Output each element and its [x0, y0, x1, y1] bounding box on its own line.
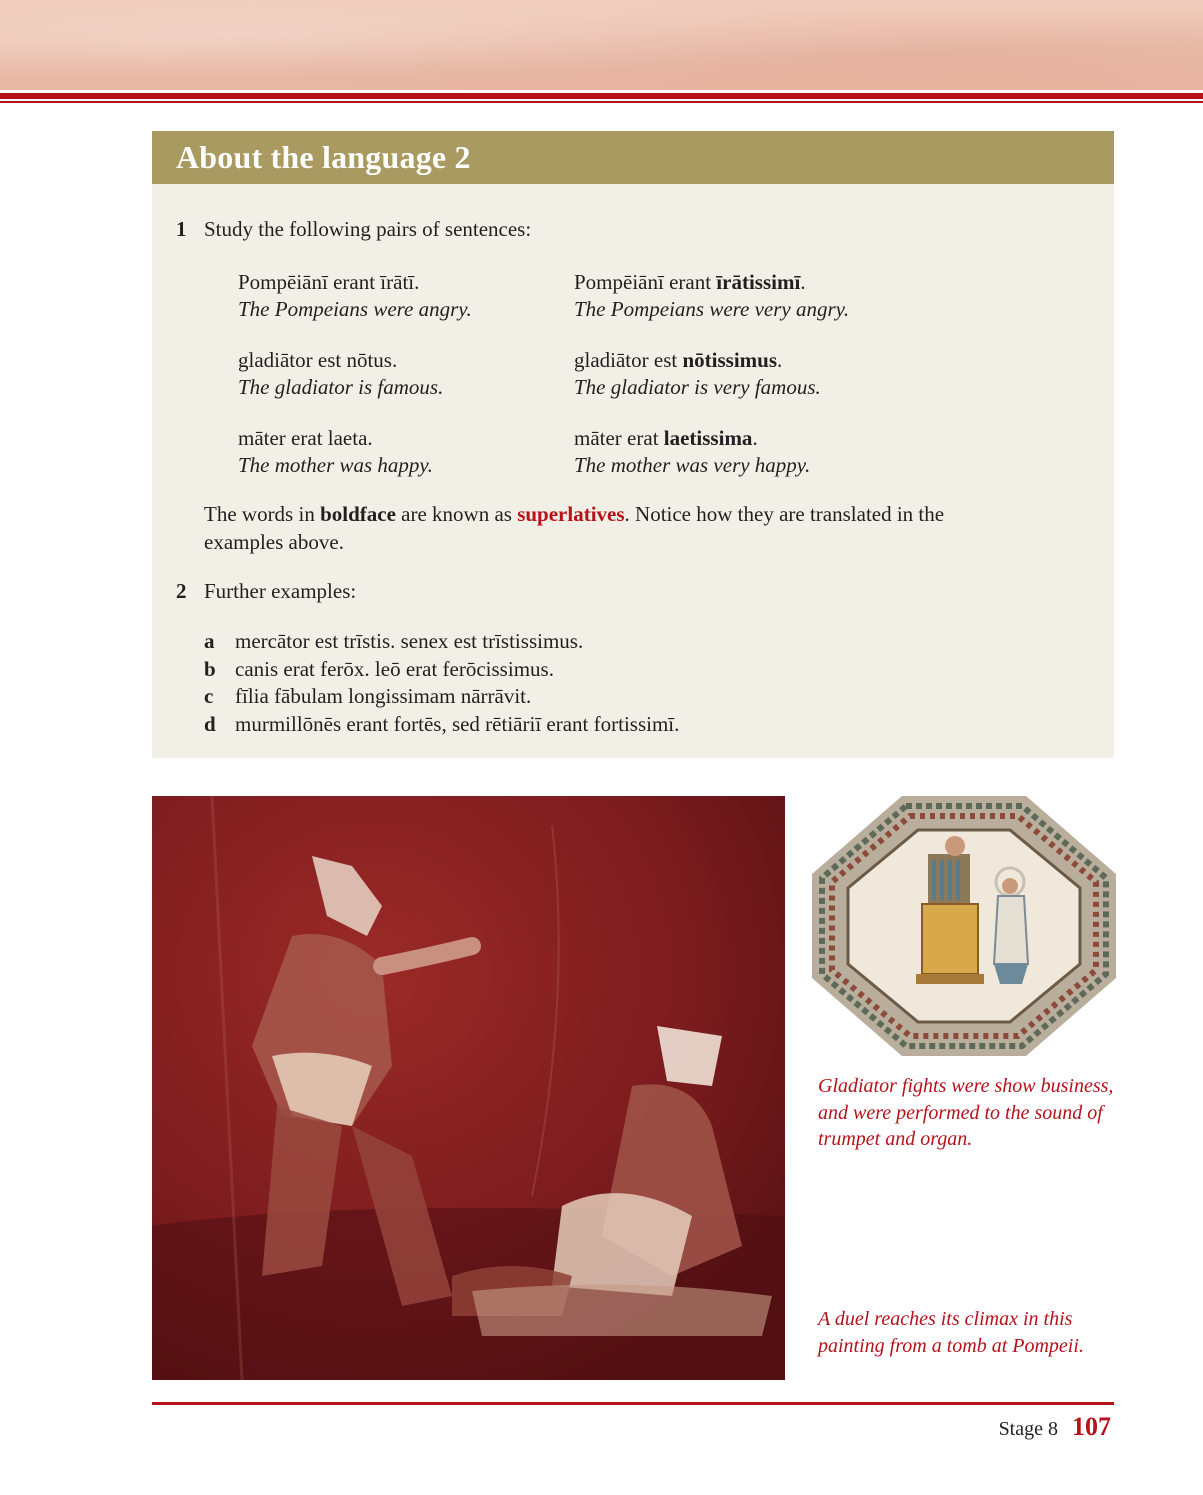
page-number: 107	[1072, 1412, 1111, 1441]
english-translation: The Pompeians were angry.	[238, 297, 472, 321]
latin-sentence: Pompēiānī erant īrātissimī.	[574, 270, 806, 294]
latin-sentence: gladiātor est nōtissimus.	[574, 348, 783, 372]
footer-rule	[152, 1402, 1114, 1405]
stage-label: Stage 8	[998, 1418, 1058, 1440]
latin-sentence: gladiātor est nōtus.	[238, 348, 398, 372]
positive-sentence	[238, 425, 574, 479]
list-item: b canis erat ferōx. leō erat ferōcissimus.	[204, 656, 554, 681]
english-translation: The gladiator is famous.	[238, 375, 444, 399]
sentence-pair	[238, 269, 910, 323]
english-translation: The mother was happy.	[238, 453, 433, 477]
gladiator-fresco-image	[152, 796, 785, 1380]
question-number: 2	[176, 579, 187, 603]
fresco-caption: A duel reaches its climax in this painting from a tomb at Pompeii.	[818, 1308, 1084, 1357]
sentence-pair	[238, 347, 910, 401]
sentence-pairs	[238, 269, 910, 503]
top-rule-thin	[0, 101, 1203, 103]
panel-header	[152, 131, 1114, 184]
superlative-sentence	[574, 425, 910, 479]
question-prompt: Further examples:	[204, 579, 357, 603]
organ-mosaic-image	[810, 794, 1118, 1058]
top-rule-thick	[0, 93, 1203, 99]
latin-sentence: māter erat laetissima.	[574, 426, 758, 450]
top-decorative-band	[0, 0, 1203, 90]
superlative-sentence	[574, 347, 910, 401]
superlative-word: īrātissimī	[716, 270, 801, 294]
boldface-term: boldface	[320, 502, 396, 526]
latin-sentence: māter erat laeta.	[238, 426, 373, 450]
question-2	[176, 578, 356, 605]
positive-sentence	[238, 347, 574, 401]
superlatives-note: The words in boldface are known as superlatives. Notice how they are translated in the examples above.	[204, 502, 945, 554]
question-1	[176, 216, 531, 243]
superlative-sentence	[574, 269, 910, 323]
superlatives-term: superlatives	[517, 502, 625, 526]
english-translation: The mother was very happy.	[574, 453, 811, 477]
latin-sentence: Pompēiānī erant īrātī.	[238, 270, 420, 294]
list-item: a mercātor est trīstis. senex est trīstissimus.	[204, 629, 584, 653]
positive-sentence	[238, 269, 574, 323]
mosaic-caption: Gladiator fights were show business, and were performed to the sound of trumpet and organ.	[818, 1075, 1114, 1150]
superlative-word: nōtissimus	[682, 348, 777, 372]
sentence-pair	[238, 425, 910, 479]
page-footer	[999, 1412, 1111, 1442]
english-translation: The Pompeians were very angry.	[574, 297, 850, 321]
list-item: d murmillōnēs erant fortēs, sed rētiāriī erant fortissimī.	[204, 711, 680, 736]
further-examples-list	[204, 628, 679, 738]
question-prompt: Study the following pairs of sentences:	[204, 217, 532, 241]
about-the-language-panel	[152, 131, 1114, 758]
superlative-word: laetissima	[663, 426, 753, 450]
question-number: 1	[176, 217, 187, 241]
list-item: c fīlia fābulam longissimam nārrāvit.	[204, 684, 532, 708]
section-title: About the language 2	[176, 139, 471, 175]
english-translation: The gladiator is very famous.	[574, 375, 821, 399]
